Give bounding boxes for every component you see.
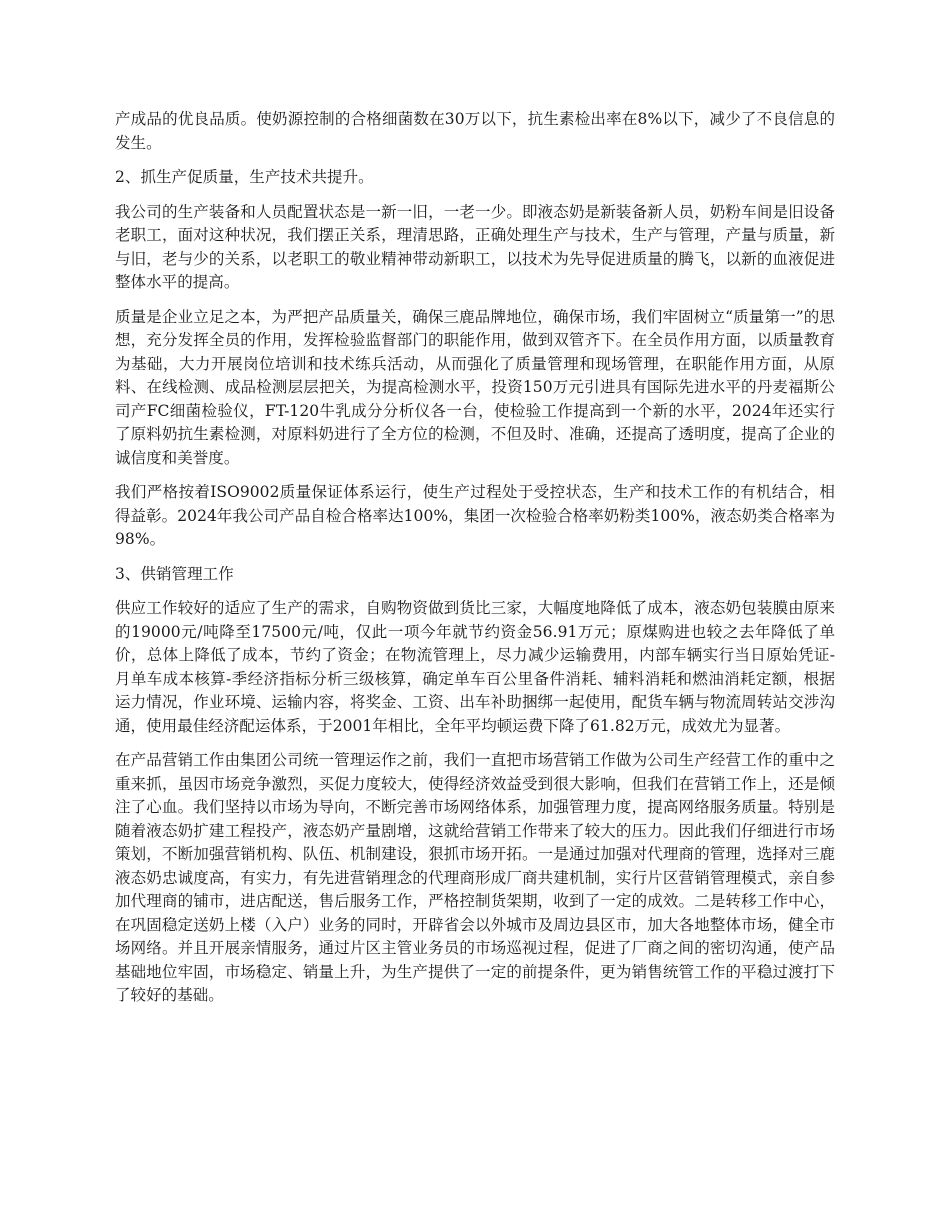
paragraph-dairy-quality: 产成品的优良品质。使奶源控制的合格细菌数在30万以下，抗生素检出率在8%以下，减少了不良信息的发生。 (115, 110, 835, 152)
section-heading-supply-sales: 3、供销管理工作 (115, 564, 234, 583)
paragraph-equipment-staff: 我公司的生产装备和人员配置状态是一新一旧，一老一少。即液态奶是新装备新人员，奶粉车间是旧设备老职工，面对这种状况，我们摆正关系，理清思路，正确处理生产与技术，生产与管理，产量与质量，新与旧，老与少的关系，以老职工的敬业精神带动新职工，以技术为先导促进质量的腾飞，以新的血液促进整体水平的提高。 (115, 202, 835, 291)
paragraph-supply-logistics: 供应工作较好的适应了生产的需求，自购物资做到货比三家，大幅度地降低了成本，液态奶包装膜由原来的19000元/吨降至17500元/吨，仅此一项今年就节约资金56.91万元；原煤购进也较之去年降低了单价，总体上降低了成本，节约了资金；在物流管理上，尽力减少运输费用，内部车辆实行当日原始凭证-月单车成本核算-季经济指标分析三级核算，确定单车百公里备件消耗、辅料消耗和燃油消耗定额，根据运力情况，作业环境、运输内容，将奖金、工资、出车补助捆绑一起使用，配货车辆与物流周转站交涉沟通，使用最佳经济配运体系，于2001年相比，全年平均顿运费下降了61.82万元，成效尤为显著。 (115, 599, 835, 735)
paragraph-marketing: 在产品营销工作由集团公司统一管理运作之前，我们一直把市场营销工作做为公司生产经营工作的重中之重来抓，虽因市场竞争激烈，买促力度较大，使得经济效益受到很大影响，但我们在营销工作上，还是倾注了心血。我们坚持以市场为导向，不断完善市场网络体系，加强管理力度，提高网络服务质量。特别是随着液态奶扩建工程投产，液态奶产量剧增，这就给营销工作带来了较大的压力。因此我们仔细进行市场策划，不断加强营销机构、队伍、机制建设，狠抓市场开拓。一是通过加强对代理商的管理，选择对三鹿液态奶忠诚度高，有实力，有先进营销理念的代理商形成厂商共建机制，实行片区营销管理模式，亲自参加代理商的铺市，进店配送，售后服务工作，严格控制货架期，收到了一定的成效。二是转移工作中心，在巩固稳定送奶上楼（入户）业务的同时，开辟省会以外城市及周边县区市，加大各地整体市场，健全市场网络。并且开展亲情服务，通过片区主管业务员的市场巡视过程，促进了厂商之间的密切沟通，使产品基础地位牢固，市场稳定、销量上升，为生产提供了一定的前提条件，更为销售统管工作的平稳过渡打下了较好的基础。 (115, 751, 835, 1004)
paragraph-iso9002: 我们严格按着ISO9002质量保证体系运行，使生产过程处于受控状态，生产和技术工作的有机结合，相得益彰。2024年我公司产品自检合格率达100%，集团一次检验合格率奶粉类100%，液态奶类合格率为98%。 (115, 483, 835, 548)
paragraph-quality-foundation: 质量是企业立足之本，为严把产品质量关，确保三鹿品牌地位，确保市场，我们牢固树立“质量第一”的思想，充分发挥全员的作用，发挥检验监督部门的职能作用，做到双管齐下。在全员作用方面，以质量教育为基础，大力开展岗位培训和技术练兵活动，从而强化了质量管理和现场管理，在职能作用方面，从原料、在线检测、成品检测层层把关，为提高检测水平，投资150万元引进具有国际先进水平的丹麦福斯公司产FC细菌检验仪，FT-120牛乳成分分析仪各一台，使检验工作提高到一个新的水平，2024年还实行了原料奶抗生素检测，对原料奶进行了全方位的检测，不但及时、准确，还提高了透明度，提高了企业的诚信度和美誉度。 (115, 307, 835, 467)
document-body (115, 108, 835, 1019)
section-heading-production: 2、抓生产促质量，生产技术共提升。 (115, 168, 374, 186)
